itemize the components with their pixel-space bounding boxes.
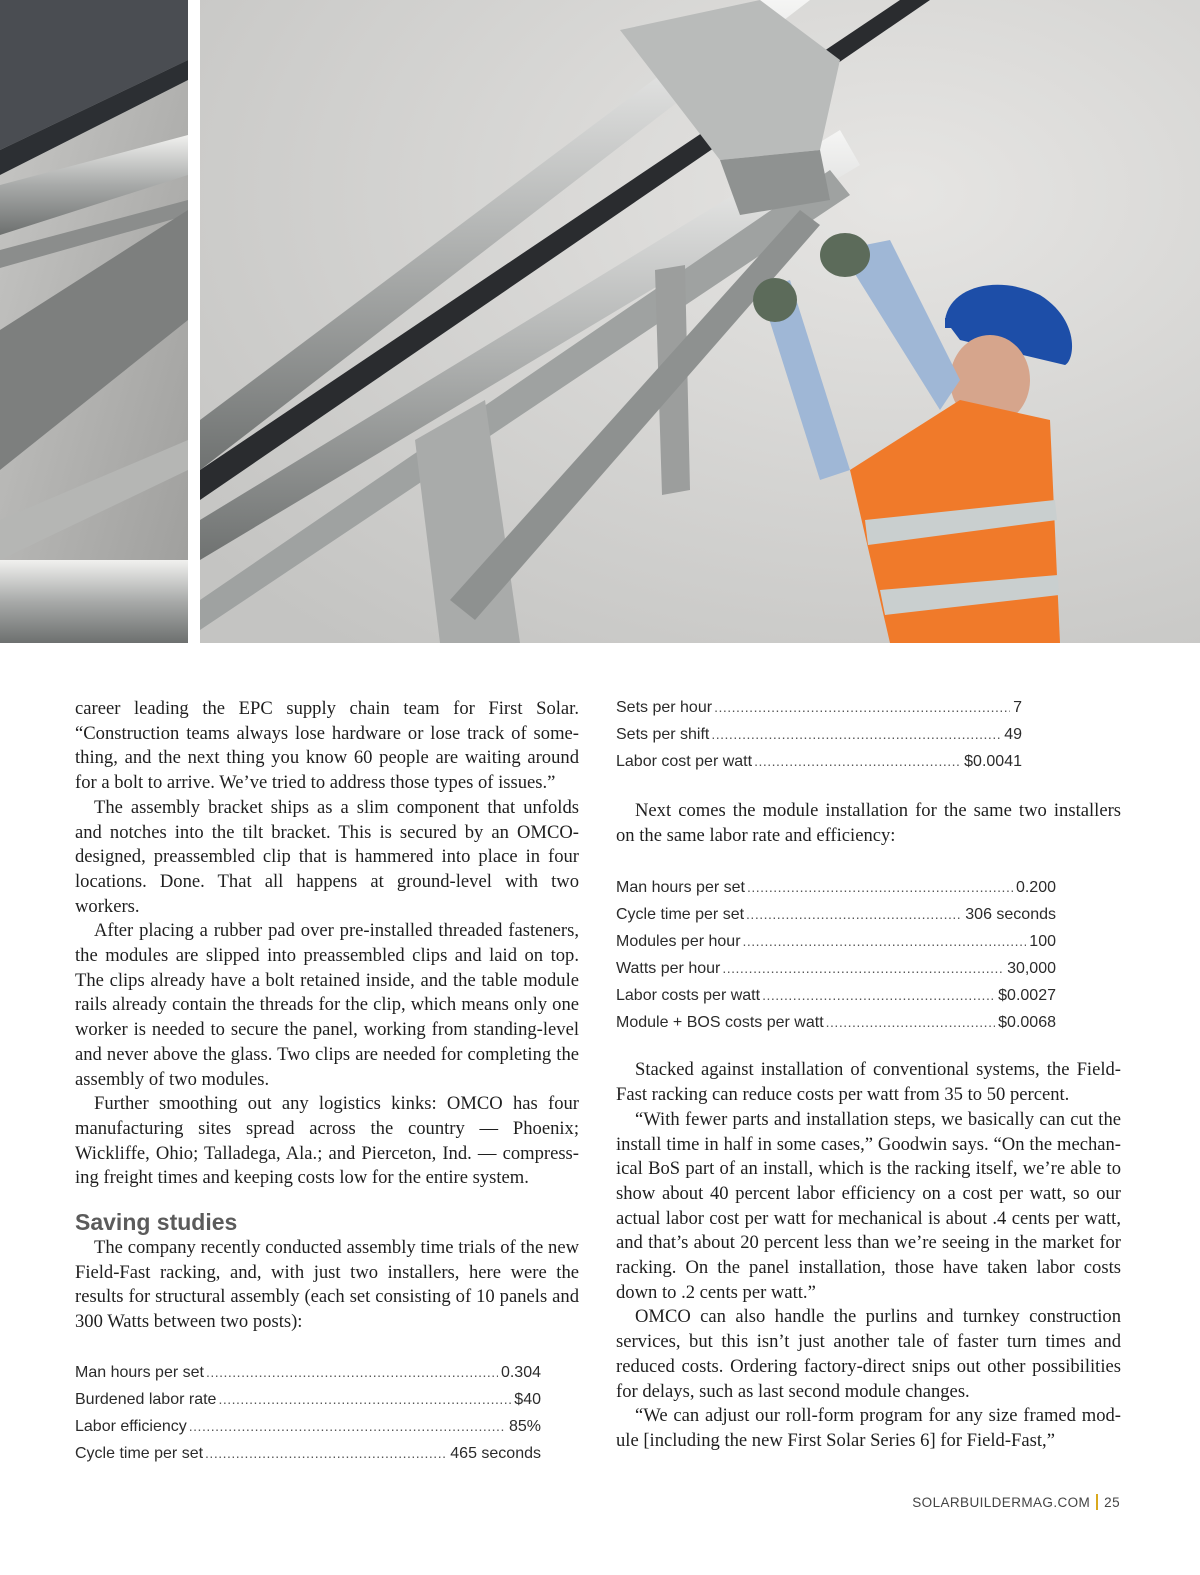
leader-dots (206, 1359, 498, 1386)
body-paragraph: Next comes the module installation for the same two installers on the same labor rate and efficiency: (616, 800, 1121, 846)
leader-dots (754, 748, 961, 775)
spec-value: $0.0068 (998, 1014, 1056, 1032)
spec-label: Man hours per set (75, 1363, 204, 1381)
page-footer (912, 1494, 1120, 1510)
spec-value: $40 (514, 1390, 541, 1408)
spec-row (616, 874, 1056, 901)
section-subhead: Saving studies (75, 1209, 238, 1236)
spec-value: 49 (1004, 726, 1022, 743)
spec-value: 100 (1029, 933, 1056, 951)
spec-value: 306 seconds (965, 906, 1056, 924)
solar-racking-closeup-photo (0, 0, 188, 643)
left-text-column (75, 697, 579, 1467)
structural-assembly-specs (75, 1359, 541, 1467)
spec-label: Cycle time per set (75, 1444, 204, 1462)
structural-assembly-specs-continued (616, 694, 1022, 775)
spec-label: Labor efficiency (75, 1417, 187, 1435)
leader-dots (218, 1386, 511, 1413)
spec-value: 0.304 (500, 1363, 541, 1381)
leader-dots (205, 1440, 447, 1467)
body-paragraph: Further smoothing out any logistics kinks: OMCO has four manufacturing sites spread across the country — Phoenix; Wickliffe, Ohio; Talladega, Ala.; and Pierceton, Ind. — compress-ing freight times and keeping costs low for the entire system. (75, 1093, 579, 1189)
spec-value: $0.0027 (998, 987, 1056, 1005)
spec-label: Labor costs per watt (616, 987, 761, 1005)
spec-label: Module + BOS costs per watt (616, 1014, 824, 1032)
spec-label: Sets per shift (616, 726, 710, 743)
body-paragraph: “With fewer parts and installation steps, we basically can cut the install time in half in some cases,” Goodwin says. “On the mechan-ical BoS part of an install, which is the racking itself, we’re able to show about 40 percent labor efficiency on a cost per watt, so our actual labor cost per watt for mechanical is about .4 cents per watt, and that’s about 20 percent less than we’re seeing in the market for racking. On the panel installation, those have taken labor costs down to .2 cents per watt.” (616, 1108, 1121, 1303)
spec-label: Sets per hour (616, 699, 713, 716)
spec-label: Burdened labor rate (75, 1390, 217, 1408)
spec-row (616, 1009, 1056, 1036)
website-url: SOLARBUILDERMAG.COM (912, 1495, 1091, 1510)
body-paragraph: career leading the EPC supply chain team for First Solar. “Construction teams always lose hardware or lose track of some-thing, and the next thing you know 60 people are waiting around for a bolt to arrive. We’ve tried to address those types of issues.” (75, 698, 579, 794)
leader-dots (746, 901, 962, 928)
leader-dots (826, 1009, 996, 1036)
module-installation-specs (616, 874, 1056, 1036)
spec-label: Modules per hour (616, 933, 741, 951)
spec-label: Watts per hour (616, 960, 721, 978)
leader-dots (189, 1413, 506, 1440)
right-text-column (616, 694, 1121, 1454)
leader-dots (743, 928, 1027, 955)
spec-value: 465 seconds (450, 1444, 541, 1462)
spec-row (75, 1359, 541, 1386)
body-paragraph: Stacked against installation of conventional systems, the Field-Fast racking can reduce costs per watt from 35 to 50 percent. (616, 1059, 1121, 1106)
spec-row (75, 1440, 541, 1467)
body-paragraph: The company recently conducted assembly time trials of the new Field-Fast racking, and, with just two installers, here were the results for structural assembly (each set consisting of 10 panels and 300 Watts between two posts): (75, 1237, 579, 1333)
footer-divider (1096, 1494, 1098, 1510)
leader-dots (747, 874, 1013, 901)
body-paragraph: The assembly bracket ships as a slim component that unfolds and notches into the tilt bracket. This is secured by an OMCO-designed, preassembled clip that is hammered into place in four locations. Done. That all happens at ground-level with two workers. (75, 796, 579, 917)
spec-row (616, 955, 1056, 982)
spec-row (616, 694, 1022, 721)
body-paragraph: OMCO can also handle the purlins and turnkey construction services, but this isn’t just another tale of faster turn times and reduced costs. Ordering factory-direct snips out other possibilities for delays, such as last second module changes. (616, 1306, 1121, 1402)
spec-row (616, 928, 1056, 955)
worker-installing-solar-racking-photo (200, 0, 1200, 643)
spec-value: 30,000 (1007, 960, 1056, 978)
leader-dots (762, 982, 995, 1009)
body-paragraph: After placing a rubber pad over pre-installed threaded fasteners, the modules are slipped into preassembled clips and laid on top. The clips already have a bolt retained inside, and the table module rails already contain the threads for the clip, which means only one worker is needed to secure the panel, working from standing-level and never above the glass. Two clips are needed for completing the assembly of two modules. (75, 920, 579, 1090)
spec-label: Cycle time per set (616, 906, 745, 924)
spec-value: $0.0041 (964, 753, 1022, 770)
leader-dots (722, 955, 1004, 982)
body-paragraph: “We can adjust our roll-form program for any size framed mod-ule [including the new First Solar Series 6] for Field-Fast,” (616, 1405, 1121, 1451)
leader-dots (711, 721, 1001, 748)
spec-label: Labor cost per watt (616, 753, 753, 770)
spec-row (75, 1413, 541, 1440)
page-number: 25 (1104, 1495, 1120, 1510)
spec-value: 0.200 (1015, 879, 1056, 897)
spec-value: 85% (508, 1417, 541, 1435)
spec-value: 7 (1013, 699, 1022, 716)
spec-row (616, 982, 1056, 1009)
spec-row (616, 721, 1022, 748)
spec-row (75, 1386, 541, 1413)
spec-row (616, 748, 1022, 775)
spec-row (616, 901, 1056, 928)
leader-dots (714, 694, 1010, 721)
spec-label: Man hours per set (616, 879, 745, 897)
